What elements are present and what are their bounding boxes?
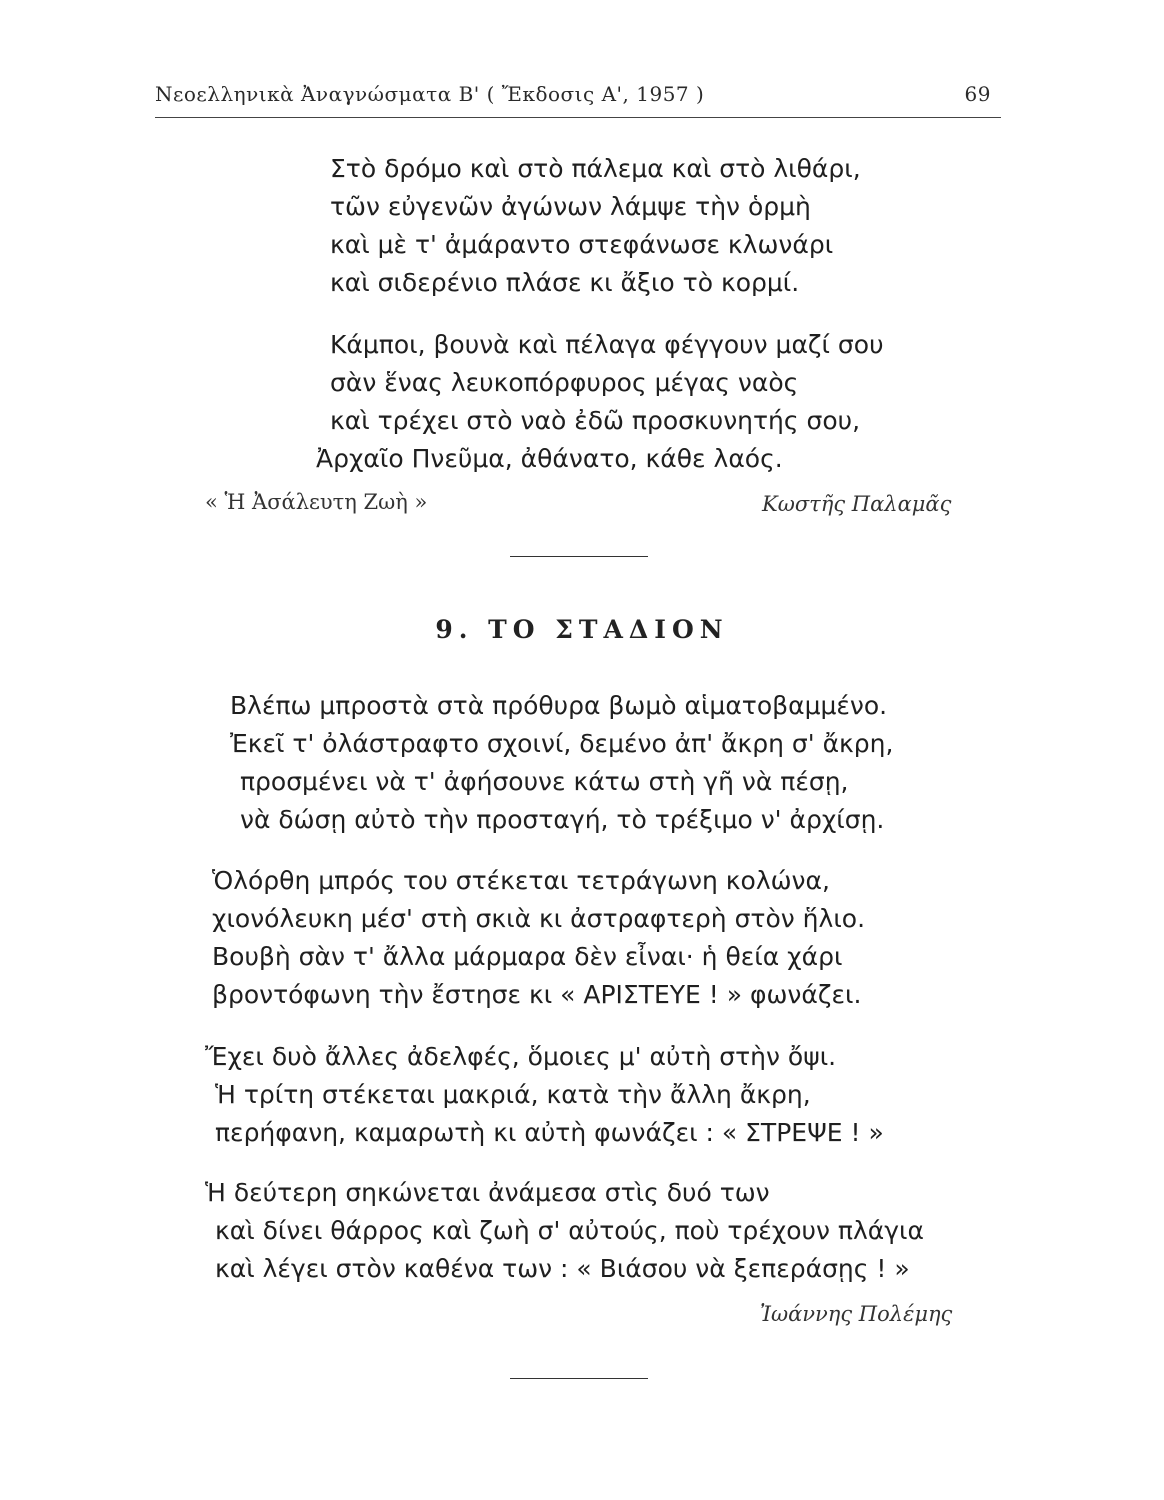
poem-line: Βλέπω μπροστὰ στὰ πρόθυρα βωμὸ αἱματοβαμμένο. [230,691,888,720]
poem2-stanza-2 [212,862,865,1014]
poem-line: καὶ δίνει θάρρος καὶ ζωὴ σ' αὐτούς, ποὺ τρέχουν πλάγια [215,1216,924,1245]
poem2-stanza-4 [205,1174,924,1288]
poem-line: προσμένει νὰ τ' ἀφήσουνε κάτω στὴ γῆ νὰ πέσῃ, [240,767,849,796]
poem-line: Ἔχει δυὸ ἄλλες ἀδελφές, ὅμοιες μ' αὐτὴ στὴν ὄψι. [205,1042,837,1071]
poem-line: τῶν εὐγενῶν ἀγώνων λάμψε τὴν ὁρμὴ [330,192,811,221]
page-number: 69 [964,82,991,106]
author-attribution: Κωστῆς Παλαμᾶς [762,492,952,516]
running-title: Νεοελληνικὰ Ἀναγνώσματα Β' ( Ἔκδοσις Α', 1957 ) [155,82,705,106]
poem-line: Ἀρχαῖο Πνεῦμα, ἀθάνατο, κάθε λαός. [316,444,783,473]
poem-line: Ἡ δεύτερη σηκώνεται ἀνάμεσα στὶς δυό των [205,1178,770,1207]
poem2-stanza-1 [230,687,893,839]
poem-line: Κάμποι, βουνὰ καὶ πέλαγα φέγγουν μαζί σου [330,330,884,359]
poem1-stanza-1 [330,150,861,302]
poem-line: Ἡ τρίτη στέκεται μακριά, κατὰ τὴν ἄλλη ἄκρη, [215,1080,811,1109]
poem-line: νὰ δώσῃ αὐτὸ τὴν προσταγή, τὸ τρέξιμο ν' ἀρχίσῃ. [240,805,885,834]
poem-line: βροντόφωνη τὴν ἔστησε κι « ΑΡΙΣΤΕΥΕ ! » φωνάζει. [212,980,862,1009]
poem-line: σὰν ἕνας λευκοπόρφυρος μέγας ναὸς [330,368,799,397]
poem-line: καὶ μὲ τ' ἀμάραντο στεφάνωσε κλωνάρι [330,230,834,259]
poem-line: Στὸ δρόμο καὶ στὸ πάλεμα καὶ στὸ λιθάρι, [330,154,861,183]
section-divider [510,556,648,557]
poem-line: χιονόλευκη μέσ' στὴ σκιὰ κι ἀστραφτερὴ στὸν ἥλιο. [212,904,866,933]
poem-line: καὶ λέγει στὸν καθένα των : « Βιάσου νὰ ξεπεράσῃς ! » [215,1254,910,1283]
poem-line: Ἐκεῖ τ' ὀλάστραφτο σχοινί, δεμένο ἀπ' ἄκρη σ' ἄκρη, [230,729,894,758]
author-attribution: Ἰωάννης Πολέμης [760,1302,953,1326]
section-divider [510,1378,648,1379]
poem1-stanza-2 [316,326,884,478]
poem-line: καὶ τρέχει στὸ ναὸ ἐδῶ προσκυνητής σου, [330,406,861,435]
poem-line: περήφανη, καμαρωτὴ κι αὐτὴ φωνάζει : « ΣΤΡΕΨΕ ! » [215,1118,884,1147]
work-title: « Ἡ Ἀσάλευτη Ζωὴ » [205,490,428,514]
section-heading: 9. ΤΟ ΣΤΑΔΙΟΝ [435,615,729,644]
poem-line: Ὁλόρθη μπρός του στέκεται τετράγωνη κολώνα, [212,866,830,895]
poem-line: Βουβὴ σὰν τ' ἄλλα μάρμαρα δὲν εἶναι· ἡ θεία χάρι [212,942,843,971]
poem2-stanza-3 [205,1038,884,1152]
poem-line: καὶ σιδερένιο πλάσε κι ἄξιο τὸ κορμί. [330,268,800,297]
header-rule [155,117,1001,118]
page-header [155,82,991,112]
